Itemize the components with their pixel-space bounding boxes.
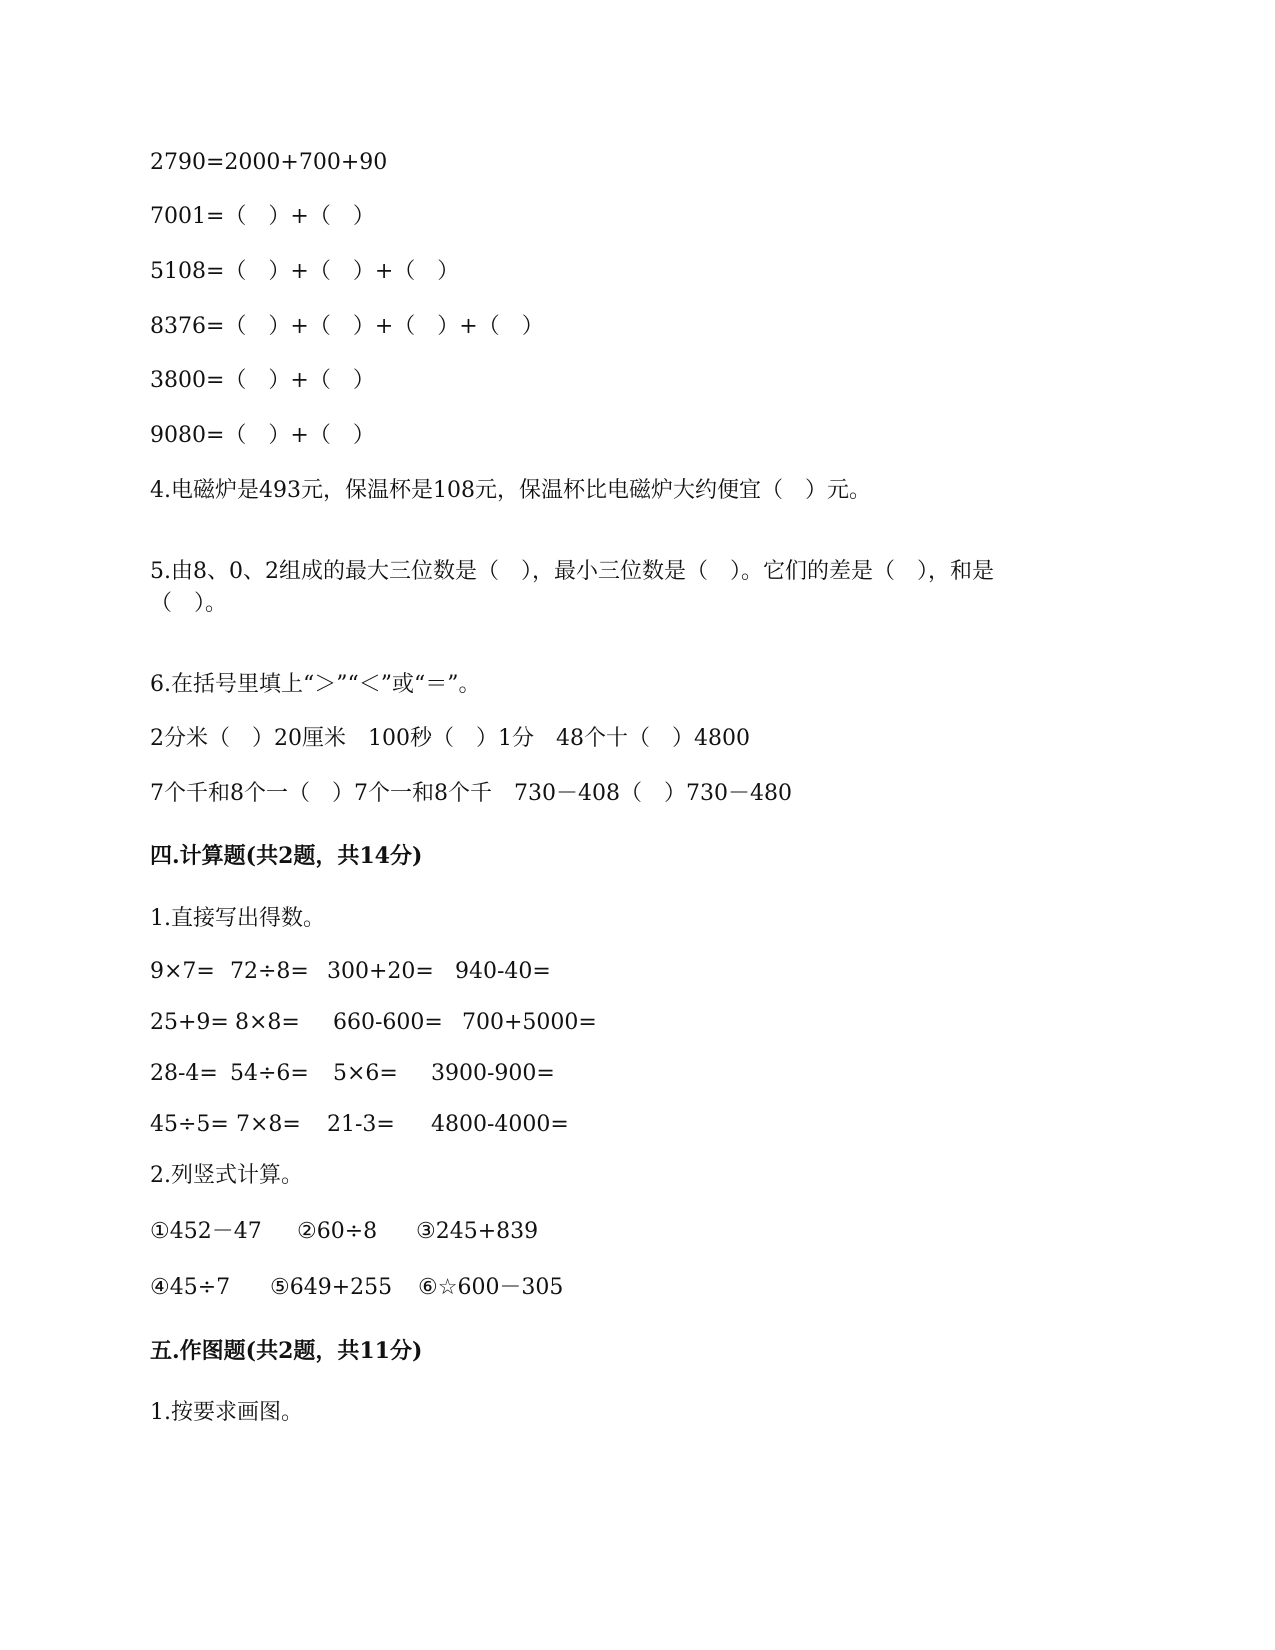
decompose-question-3: 8376=（ ）+（ ）+（ ）+（ ）: [150, 314, 544, 339]
section-4-title: 四.计算题(共2题，共14分): [150, 843, 423, 869]
calc-item: 54÷6=: [230, 1061, 309, 1086]
decompose-question-1: 7001=（ ）+（ ）: [150, 204, 375, 229]
calc-item: 21-3=: [327, 1112, 395, 1137]
question-5-line-1: 5.由8、0、2组成的最大三位数是（ ），最小三位数是（ ）。它们的差是（ ），和是: [150, 559, 994, 584]
question-5-line-2: （ ）。: [150, 591, 228, 616]
calc-question-2-title: 2.列竖式计算。: [150, 1163, 303, 1188]
decompose-question-4: 3800=（ ）+（ ）: [150, 368, 375, 393]
vertical-calc-item: ②60÷8: [297, 1219, 378, 1244]
vertical-calc-item: ③245+839: [416, 1219, 539, 1244]
question-4: 4.电磁炉是493元，保温杯是108元，保温杯比电磁炉大约便宜（ ）元。: [150, 478, 871, 503]
calc-item: 28-4=: [150, 1061, 218, 1086]
decompose-question-2: 5108=（ ）+（ ）+（ ）: [150, 259, 460, 284]
calc-item: 3900-900=: [431, 1061, 555, 1086]
calc-item: 4800-4000=: [431, 1112, 569, 1137]
calc-item: 9×7=: [150, 959, 215, 984]
draw-question-1-title: 1.按要求画图。: [150, 1400, 303, 1425]
calc-item: 5×6=: [333, 1061, 398, 1086]
calc-item: 700+5000=: [462, 1010, 597, 1035]
compare-row-2: 7个千和8个一（ ）7个一和8个千 730－408（ ）730－480: [150, 781, 792, 806]
calc-item: 45÷5=: [150, 1112, 229, 1137]
decompose-question-5: 9080=（ ）+（ ）: [150, 423, 375, 448]
question-6: 6.在括号里填上“＞”“＜”或“＝”。: [150, 672, 481, 697]
calc-item: 300+20=: [327, 959, 434, 984]
vertical-calc-item: ④45÷7: [150, 1275, 231, 1300]
decompose-example: 2790=2000+700+90: [150, 150, 388, 175]
vertical-calc-item: ⑥☆600－305: [418, 1275, 564, 1300]
compare-row-1: 2分米（ ）20厘米 100秒（ ）1分 48个十（ ）4800: [150, 726, 750, 751]
section-5-title: 五.作图题(共2题，共11分): [150, 1338, 423, 1364]
calc-item: 940-40=: [455, 959, 551, 984]
calc-question-1-title: 1.直接写出得数。: [150, 906, 325, 931]
calc-item: 660-600=: [333, 1010, 443, 1035]
vertical-calc-item: ⑤649+255: [270, 1275, 393, 1300]
calc-item: 25+9=: [150, 1010, 229, 1035]
calc-item: 72÷8=: [230, 959, 309, 984]
calc-item: 8×8=: [235, 1010, 300, 1035]
vertical-calc-item: ①452－47: [150, 1219, 262, 1244]
calc-item: 7×8=: [236, 1112, 301, 1137]
